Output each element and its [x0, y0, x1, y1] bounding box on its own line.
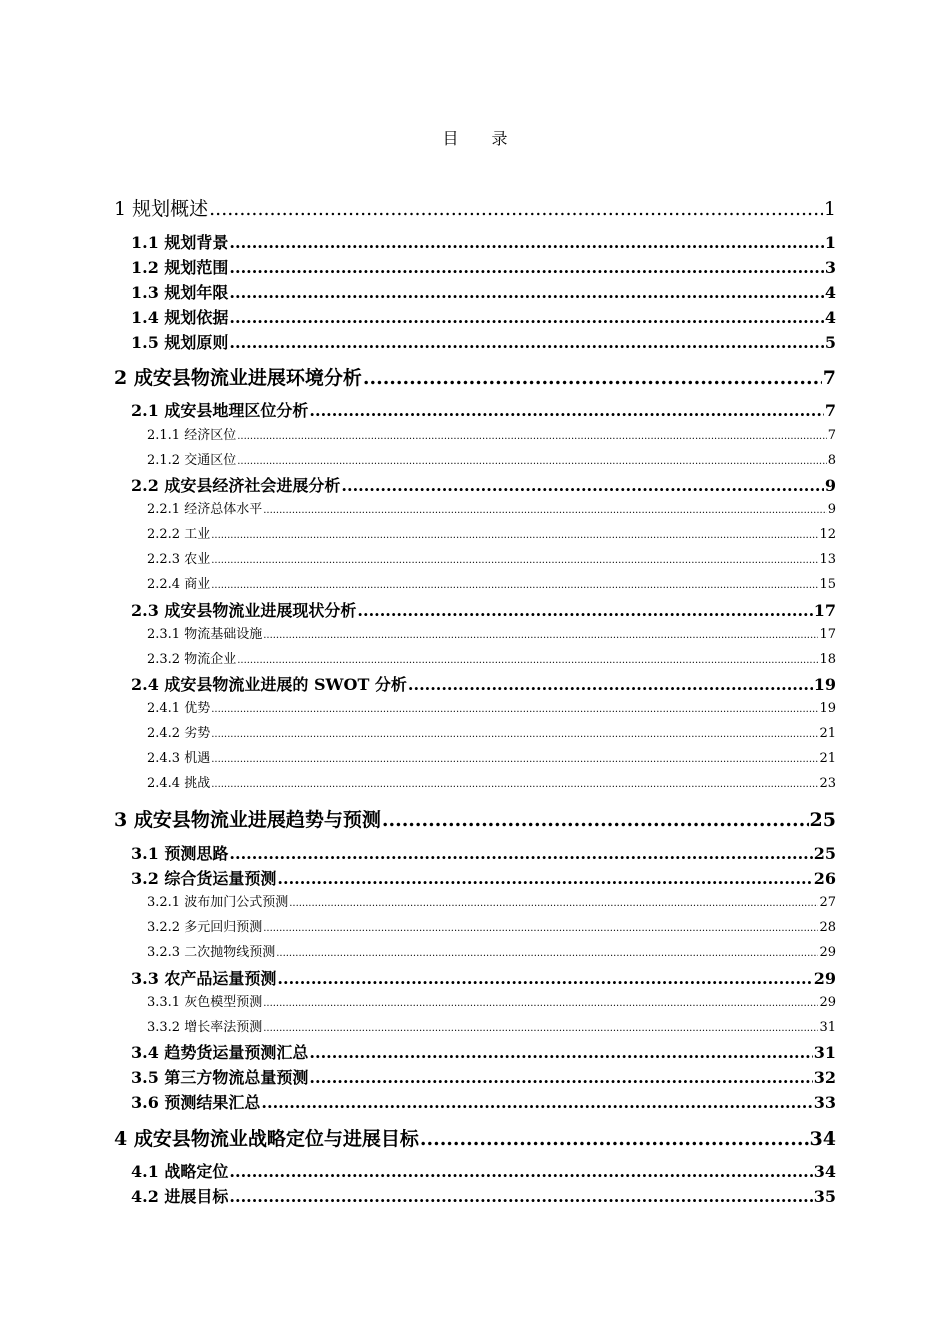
toc-entry-page: 1	[823, 198, 836, 220]
dot-leader	[211, 754, 818, 765]
dot-leader	[263, 923, 818, 934]
dot-leader	[382, 809, 809, 831]
dot-leader	[277, 969, 812, 988]
toc-entry-label: 2 成安县物流业进展环境分析	[114, 367, 362, 389]
toc-entry-page: 18	[819, 652, 836, 667]
toc-entry-level1[interactable]	[114, 1124, 836, 1151]
toc-entry-label: 3.2.3 二次抛物线预测	[147, 945, 276, 960]
toc-entry-label: 2.3.2 物流企业	[147, 652, 237, 667]
toc-entry-label: 3.1 预测思路	[131, 844, 229, 863]
toc-entry-level1[interactable]	[114, 363, 836, 390]
dot-leader	[211, 779, 818, 790]
toc-entry-level3[interactable]	[147, 1016, 836, 1035]
toc-entry-label: 3.2.1 波布加门公式预测	[147, 895, 289, 910]
dot-leader	[263, 1023, 818, 1034]
toc-entry-level2[interactable]	[131, 1065, 836, 1088]
toc-entry-label: 2.2 成安县经济社会进展分析	[131, 476, 341, 495]
toc-entry-page: 9	[824, 476, 836, 495]
toc-entry-label: 2.1 成安县地理区位分析	[131, 401, 309, 420]
toc-entry-level2[interactable]	[131, 330, 836, 353]
toc-entry-level2[interactable]	[131, 866, 836, 889]
toc-entry-page: 31	[813, 1043, 836, 1062]
toc-entry-page: 23	[819, 776, 836, 791]
toc-entry-level3[interactable]	[147, 772, 836, 791]
toc-entry-label: 3.3.2 增长率法预测	[147, 1020, 263, 1035]
toc-entry-level3[interactable]	[147, 941, 836, 960]
toc-entry-page: 21	[819, 726, 836, 741]
toc-entry-level3[interactable]	[147, 573, 836, 592]
dot-leader	[363, 367, 822, 389]
toc-entry-page: 21	[819, 751, 836, 766]
toc-entry-level3[interactable]	[147, 747, 836, 766]
toc-entry-level2[interactable]	[131, 255, 836, 278]
toc-entry-page: 15	[819, 577, 836, 592]
toc-entry-page: 8	[827, 453, 836, 468]
toc-entry-level3[interactable]	[147, 623, 836, 642]
dot-leader	[237, 655, 818, 666]
toc-entry-label: 2.4.4 挑战	[147, 776, 211, 791]
toc-entry-page: 26	[813, 869, 836, 888]
toc-entry-page: 29	[813, 969, 836, 988]
toc-entry-label: 2.1.1 经济区位	[147, 428, 237, 443]
toc-entry-page: 17	[819, 627, 836, 642]
toc-entry-level1[interactable]	[114, 805, 836, 832]
toc-entry-level2[interactable]	[131, 398, 836, 421]
toc-entry-page: 7	[822, 367, 836, 389]
toc-entry-label: 2.2.3 农业	[147, 552, 211, 567]
toc-entry-level3[interactable]	[147, 991, 836, 1010]
toc-entry-level2[interactable]	[131, 1090, 836, 1113]
dot-leader	[420, 1128, 809, 1150]
dot-leader	[237, 431, 827, 442]
toc-entry-level3[interactable]	[147, 648, 836, 667]
dot-leader	[229, 333, 823, 352]
toc-entry-page: 25	[809, 809, 836, 831]
toc-entry-label: 2.2.2 工业	[147, 527, 211, 542]
toc-entry-page: 4	[824, 308, 836, 327]
dot-leader	[211, 530, 818, 541]
toc-entry-label: 3.6 预测结果汇总	[131, 1093, 261, 1112]
toc-entry-page: 34	[809, 1128, 836, 1150]
toc-entry-label: 3.5 第三方物流总量预测	[131, 1068, 309, 1087]
toc-entry-label: 1 规划概述	[114, 198, 209, 220]
toc-entry-label: 4.2 进展目标	[131, 1187, 229, 1206]
dot-leader	[209, 198, 823, 220]
toc-entry-level3[interactable]	[147, 498, 836, 517]
toc-entry-level2[interactable]	[131, 966, 836, 989]
toc-entry-page: 33	[813, 1093, 836, 1112]
toc-entry-page: 34	[813, 1162, 836, 1181]
toc-entry-page: 28	[819, 920, 836, 935]
toc-entry-label: 2.4 成安县物流业进展的 SWOT 分析	[131, 675, 407, 694]
dot-leader	[263, 630, 818, 641]
toc-entry-level3[interactable]	[147, 424, 836, 443]
toc-entry-level3[interactable]	[147, 449, 836, 468]
toc-entry-label: 1.1 规划背景	[131, 233, 229, 252]
dot-leader	[229, 258, 823, 277]
toc-entry-label: 1.5 规划原则	[131, 333, 229, 352]
dot-leader	[309, 401, 823, 420]
toc-entry-label: 4 成安县物流业战略定位与进展目标	[114, 1128, 419, 1150]
toc-entry-label: 2.3.1 物流基础设施	[147, 627, 263, 642]
toc-entry-label: 3.2.2 多元回归预测	[147, 920, 263, 935]
toc-entry-label: 3.2 综合货运量预测	[131, 869, 277, 888]
toc-entry-page: 12	[819, 527, 836, 542]
dot-leader	[309, 1068, 812, 1087]
dot-leader	[261, 1093, 812, 1112]
toc-entry-page: 13	[819, 552, 836, 567]
dot-leader	[211, 555, 818, 566]
dot-leader	[341, 476, 823, 495]
dot-leader	[408, 675, 813, 694]
toc-entry-page: 27	[819, 895, 836, 910]
toc-entry-level3[interactable]	[147, 722, 836, 741]
dot-leader	[309, 1043, 812, 1062]
toc-title: 目 录	[442, 129, 522, 148]
toc-entry-level3[interactable]	[147, 891, 836, 910]
toc-entry-label: 2.4.2 劣势	[147, 726, 211, 741]
toc-entry-level3[interactable]	[147, 697, 836, 716]
toc-entry-page: 32	[813, 1068, 836, 1087]
dot-leader	[211, 580, 818, 591]
toc-entry-label: 3.3 农产品运量预测	[131, 969, 277, 988]
toc-entry-level2[interactable]	[131, 473, 836, 496]
toc-entry-page: 25	[813, 844, 836, 863]
toc-entry-label: 3 成安县物流业进展趋势与预测	[114, 809, 381, 831]
toc-entry-level2[interactable]	[131, 230, 836, 253]
toc-entry-page: 3	[824, 258, 836, 277]
dot-leader	[277, 869, 812, 888]
toc-entry-label: 1.2 规划范围	[131, 258, 229, 277]
toc-entry-page: 9	[827, 502, 836, 517]
toc-entry-page: 5	[824, 333, 836, 352]
toc-entry-label: 2.2.1 经济总体水平	[147, 502, 263, 517]
toc-entry-page: 7	[827, 428, 836, 443]
toc-entry-page: 19	[813, 675, 836, 694]
toc-entry-label: 2.4.3 机遇	[147, 751, 211, 766]
toc-entry-level3[interactable]	[147, 916, 836, 935]
toc-entry-label: 2.2.4 商业	[147, 577, 211, 592]
toc-entry-label: 2.3 成安县物流业进展现状分析	[131, 601, 357, 620]
toc-entry-label: 4.1 战略定位	[131, 1162, 229, 1181]
toc-entry-page: 17	[813, 601, 836, 620]
toc-entry-label: 2.1.2 交通区位	[147, 453, 237, 468]
toc-entry-level2[interactable]	[131, 1184, 836, 1207]
toc-entry-level2[interactable]	[131, 1159, 836, 1182]
toc-entry-level3[interactable]	[147, 548, 836, 567]
dot-leader	[229, 233, 823, 252]
toc-entry-level3[interactable]	[147, 523, 836, 542]
toc-entry-level1[interactable]	[114, 194, 836, 221]
toc-entry-page: 19	[819, 701, 836, 716]
dot-leader	[229, 1187, 812, 1206]
toc-entry-page: 1	[824, 233, 836, 252]
toc-entry-page: 29	[819, 995, 836, 1010]
toc-entry-page: 7	[824, 401, 836, 420]
toc-entry-page: 35	[813, 1187, 836, 1206]
toc-entry-label: 1.3 规划年限	[131, 283, 229, 302]
dot-leader	[357, 601, 812, 620]
toc-entry-page: 29	[819, 945, 836, 960]
toc-entry-level2[interactable]	[131, 1040, 836, 1063]
dot-leader	[237, 456, 827, 467]
toc-entry-label: 2.4.1 优势	[147, 701, 211, 716]
dot-leader	[211, 729, 818, 740]
dot-leader	[263, 998, 818, 1009]
toc-entry-level2[interactable]	[131, 280, 836, 303]
toc-entry-label: 3.3.1 灰色模型预测	[147, 995, 263, 1010]
dot-leader	[263, 505, 827, 516]
toc-entry-page: 31	[819, 1020, 836, 1035]
dot-leader	[229, 308, 823, 327]
dot-leader	[229, 283, 823, 302]
dot-leader	[276, 948, 818, 959]
dot-leader	[211, 704, 818, 715]
toc-entry-level2[interactable]	[131, 598, 836, 621]
dot-leader	[229, 1162, 812, 1181]
toc-entry-level2[interactable]	[131, 672, 836, 695]
dot-leader	[229, 844, 812, 863]
dot-leader	[289, 898, 818, 909]
toc-entry-level2[interactable]	[131, 841, 836, 864]
toc-entry-level2[interactable]	[131, 305, 836, 328]
toc-entry-label: 3.4 趋势货运量预测汇总	[131, 1043, 309, 1062]
toc-entry-page: 4	[824, 283, 836, 302]
toc-entry-label: 1.4 规划依据	[131, 308, 229, 327]
